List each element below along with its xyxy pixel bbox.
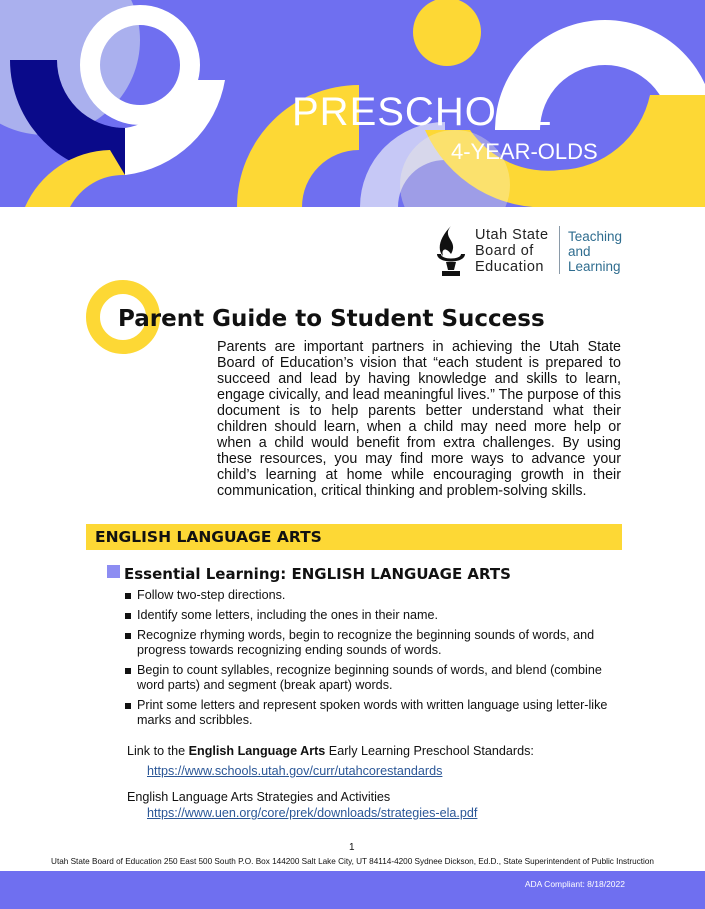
purple-square-icon (107, 565, 120, 578)
bullet-square-icon (125, 668, 131, 674)
bullet-square-icon (125, 593, 131, 599)
intro-paragraph: Parents are important partners in achieving the Utah State Board of Education’s vision that “each student is prepared to succeed and lead by having knowledge and skills to learn, engage civically, and lead meaningful lives.” The purpose of this document is to help parents better understand what their children should learn, when a child may need more help or when a child would benefit from extra challenges. By using these resources, you may find more ways to advance your child’s learning at home while encouraging growth in their communication, critical thinking and problem-solving skills. (217, 339, 621, 499)
footer-address: Utah State Board of Education 250 East 500 South P.O. Box 144200 Salt Lake City, UT 84114-4200 Sydnee Dickson, Ed.D., State Superintendent of Public Instruction (51, 857, 654, 866)
list-item: Follow two-step directions. (125, 588, 620, 603)
yellow-dot-decoration (413, 0, 481, 66)
bullet-square-icon (125, 613, 131, 619)
ada-compliance-note: ADA Compliant: 8/18/2022 (524, 879, 625, 889)
list-item: Print some letters and represent spoken words with written language using letter-like marks and scribbles. (125, 698, 620, 728)
flame-torch-icon (433, 224, 469, 278)
section-header-bar (86, 524, 622, 550)
bullet-square-icon (125, 703, 131, 709)
document-title: Parent Guide to Student Success (118, 306, 545, 332)
header-banner (0, 0, 705, 207)
list-item: Begin to count syllables, recognize beginning sounds of words, and blend (combine word parts) and segment (break apart) words. (125, 663, 620, 693)
standards-link[interactable]: https://www.schools.utah.gov/curr/utahcorestandards (147, 764, 443, 778)
yellow-arc-left-decoration (25, 150, 125, 207)
usbe-logo (433, 224, 633, 278)
essential-learning-heading: Essential Learning: ENGLISH LANGUAGE ARTS (124, 565, 511, 583)
essential-learning-list (125, 588, 620, 733)
strategies-link[interactable]: https://www.uen.org/core/prek/downloads/strategies-ela.pdf (147, 806, 478, 820)
list-item: Recognize rhyming words, begin to recognize the beginning sounds of words, and progress towards recognizing ending sounds of words. (125, 628, 620, 658)
list-item: Identify some letters, including the ones in their name. (125, 608, 620, 623)
logo-unit-name: Teaching and Learning (568, 229, 623, 274)
banner-subtitle: 4-YEAR-OLDS (451, 139, 598, 164)
section-heading: ENGLISH LANGUAGE ARTS (95, 528, 322, 546)
strategies-label: English Language Arts Strategies and Activities (127, 790, 391, 804)
footer-bar (0, 871, 705, 909)
banner-title: PRESCHOOL (292, 90, 553, 134)
logo-organization-name: Utah State Board of Education (475, 227, 549, 275)
logo-divider (559, 226, 560, 274)
page-number: 1 (349, 842, 355, 853)
standards-link-label: Link to the English Language Arts Early Learning Preschool Standards: (127, 744, 534, 758)
bullet-square-icon (125, 633, 131, 639)
